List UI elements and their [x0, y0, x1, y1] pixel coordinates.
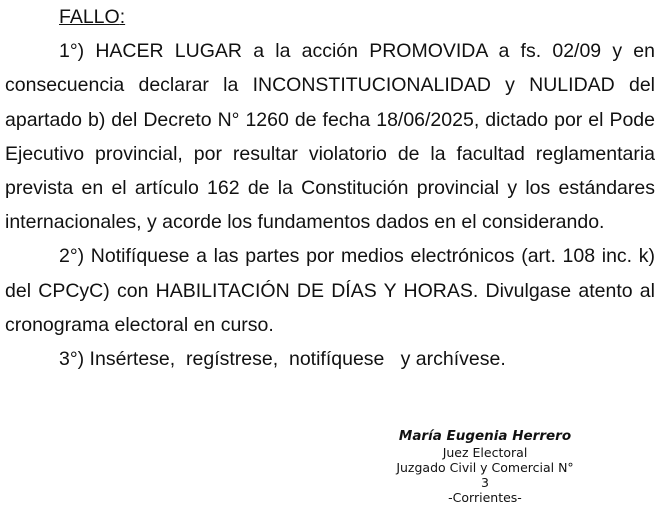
fallo-heading-text: FALLO: [59, 6, 120, 28]
court-location: -Corrientes-: [448, 490, 522, 505]
court-line-1: Juzgado Civil y Comercial N°: [396, 460, 574, 475]
signer-name: María Eugenia Herrero: [398, 428, 572, 444]
signature-block: [370, 428, 600, 505]
paragraph-1: 1°) HACER LUGAR a la acción PROMOVIDA a fs. 02/09 y en consecuencia declarar la INCONSTITUCIONALIDAD y NULIDAD del apartado b) del Decreto N° 1260 de fecha 18/06/2025, dictado por el Pode Ejecutivo provincial, por resultar violatorio de la facultad reglamentaria prevista en el artículo 162 de la Constitución provincial y los estándares internacionales, y acorde los fundamentos dados en el considerando.: [5, 40, 655, 234]
paragraph-2: 2°) Notifíquese a las partes por medios electrónicos (art. 108 inc. k) del CPCyC) con HABILITACIÓN DE DÍAS Y HORAS. Divulgase atento al cronograma electoral en curso.: [5, 245, 655, 336]
signer-title: Juez Electoral: [442, 445, 528, 460]
fallo-heading-colon: :: [119, 6, 126, 28]
resolution-text: [5, 0, 655, 376]
paragraph-3: 3°) Insértese, regístrese, notifíquese y archívese.: [59, 348, 506, 371]
court-line-2: 3: [481, 475, 489, 490]
fallo-heading: [5, 0, 655, 34]
